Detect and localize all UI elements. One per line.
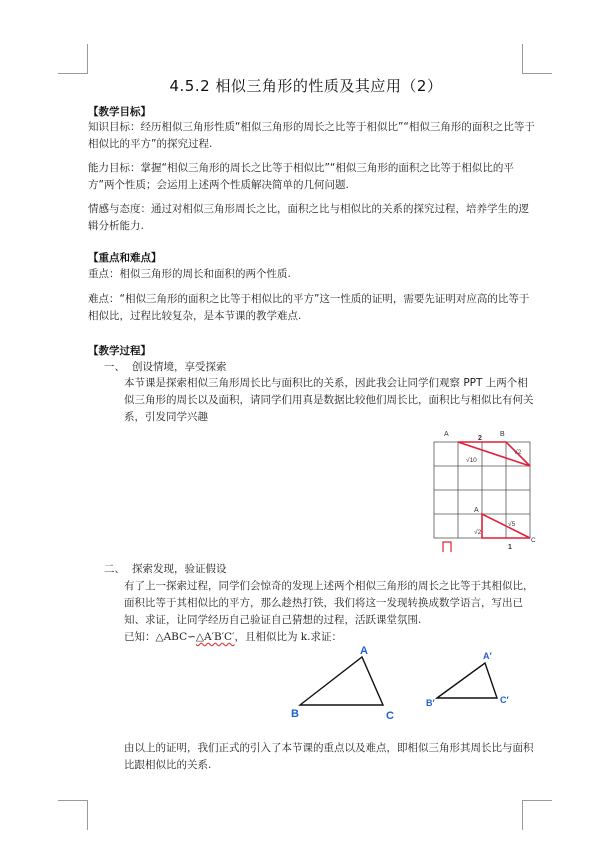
vertex-c-prime-label: C′: [500, 695, 509, 705]
goals-heading: 【教学目标】: [88, 106, 151, 118]
process-heading: 【教学过程】: [88, 345, 151, 357]
right-angle-mark: [443, 542, 451, 552]
given-similar-triangle: △A′B′C′: [195, 631, 235, 643]
grid-label: √2: [474, 529, 482, 536]
vertex-a-label: A: [360, 645, 368, 657]
step1-text: 本节课是探索相似三角形周长比与面积比的关系，因此我会让同学们观察 PPT 上两个相似三角形的周长以及面积，请同学们用真是数据比较他们周长比，面积比与相似比有何关系，引发同学兴趣: [124, 377, 534, 423]
ability-goal: 能力目标：掌握“相似三角形的周长之比等于相似比”“相似三角形的面积之比等于相似比的平方”两个性质；会运用上述两个性质解决简单的几何问题.: [88, 162, 514, 191]
difficulty-point: 难点：“相似三角形的面积之比等于相似比的平方”这一性质的证明，需要先证明对应高的比等于相似比，过程比较复杂，是本节课的教学难点.: [88, 293, 530, 322]
vertex-b-label: B: [291, 708, 299, 720]
grid-label: √2: [514, 449, 522, 456]
crop-mark: [58, 800, 88, 801]
grid-label: 1: [508, 544, 512, 551]
grid-label: B: [500, 431, 505, 438]
step1-number: 一、: [104, 361, 125, 373]
grid-label: A: [474, 507, 479, 514]
given-suffix: ，且相似比为 k.求证：: [234, 631, 343, 643]
grid-figure: [430, 428, 540, 554]
crop-mark: [522, 73, 552, 74]
key-points-heading: 【重点和难点】: [88, 252, 162, 264]
grid-label: √10: [466, 457, 477, 464]
grid-label: 2: [478, 435, 482, 442]
crop-mark: [58, 73, 88, 74]
step1-title: 创设情境，享受探索: [132, 361, 227, 373]
crop-mark: [522, 800, 523, 830]
crop-mark: [522, 44, 523, 74]
given-prefix: 已知：△ABC∽: [124, 631, 196, 643]
triangle-a-prime-b-prime-c-prime: [437, 663, 497, 698]
similar-triangles-figure: [285, 640, 525, 725]
vertex-a-prime-label: A′: [483, 651, 492, 661]
triangle-abc: [300, 657, 383, 705]
step2-text: 有了上一探索过程，同学们会惊奇的发现上述两个相似三角形的周长之比等于其相似比，面积比等于其相似比的平方，那么趁热打铁，我们将这一发现转换成数学语言，写出已知、求证，让同学经历自己验证自己猜想的过程，活跃课堂氛围.: [124, 580, 534, 626]
knowledge-goal: 知识目标：经历相似三角形性质“相似三角形的周长之比等于相似比”“相似三角形的面积之比等于相似比的平方”的探究过程.: [88, 121, 535, 150]
key-point: 重点：相似三角形的周长和面积的两个性质.: [88, 268, 291, 280]
vertex-b-prime-label: B′: [426, 698, 435, 708]
vertex-c-label: C: [386, 710, 394, 722]
step2-number: 二、: [104, 563, 125, 575]
page-title: 4.5.2 相似三角形的性质及其应用（2）: [169, 77, 443, 95]
step2-title: 探索发现，验证假设: [132, 563, 227, 575]
crop-mark: [87, 800, 88, 830]
grid-label: A: [444, 431, 449, 438]
attitude-goal: 情感与态度：通过对相似三角形周长之比，面积之比与相似比的关系的探究过程，培养学生的逻辑分析能力.: [88, 203, 529, 232]
conclusion-text: 由以上的证明，我们正式的引入了本节课的重点以及难点，即相似三角形其周长比与面积比跟相似比的关系.: [124, 742, 534, 771]
grid-label: C: [531, 537, 536, 544]
grid-label: √5: [508, 521, 516, 528]
crop-mark: [522, 800, 552, 801]
crop-mark: [87, 44, 88, 74]
